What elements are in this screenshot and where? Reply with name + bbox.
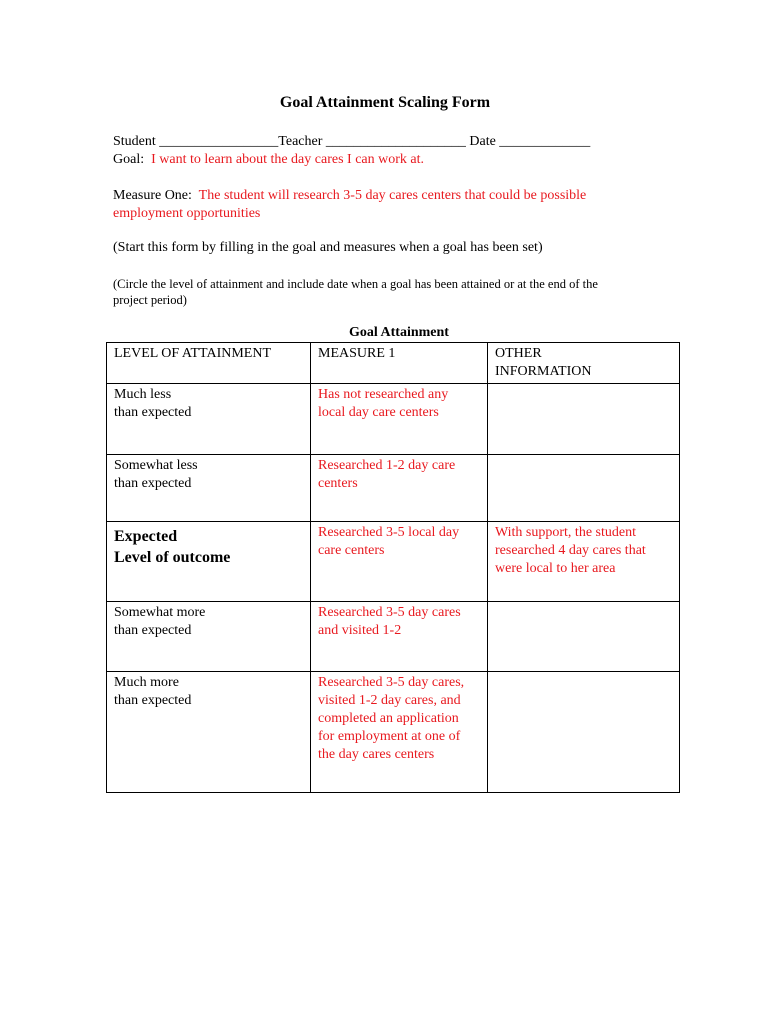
level-cell: Somewhat less than expected — [107, 455, 311, 522]
table-header-row — [107, 343, 680, 384]
table-row — [107, 455, 680, 522]
form-title: Goal Attainment Scaling Form — [279, 94, 491, 111]
level-cell: Much less than expected — [107, 384, 311, 455]
student-teacher-date-line: Student _________________Teacher ____________________ Date _____________ — [113, 134, 591, 149]
header-other-information: OTHER INFORMATION — [488, 343, 680, 384]
other-info-cell — [488, 384, 680, 455]
header-level-of-attainment: LEVEL OF ATTAINMENT — [107, 343, 311, 384]
goal-line — [113, 151, 424, 169]
instruction-circle: (Circle the level of attainment and include date when a goal has been attained or at the end of the — [113, 277, 598, 291]
other-info-cell — [488, 602, 680, 672]
instruction-circle-continued: project period) — [113, 293, 187, 307]
instruction-start: (Start this form by filling in the goal and measures when a goal has been set) — [113, 240, 543, 255]
measure-cell: Researched 3-5 day cares, visited 1-2 day cares, and completed an application for employment at one of the day cares centers — [311, 672, 488, 793]
table-row — [107, 384, 680, 455]
measure-cell: Researched 1-2 day care centers — [311, 455, 488, 522]
header-measure-1: MEASURE 1 — [311, 343, 488, 384]
goal-attainment-heading: Goal Attainment — [349, 325, 449, 340]
table-row — [107, 522, 680, 602]
measure-cell: Has not researched any local day care centers — [311, 384, 488, 455]
measure-cell: Researched 3-5 local day care centers — [311, 522, 488, 602]
table-row — [107, 602, 680, 672]
goal-label: Goal: — [113, 152, 145, 167]
other-info-cell — [488, 672, 680, 793]
goal-text: I want to learn about the day cares I can work at. — [151, 152, 424, 167]
table-row — [107, 672, 680, 793]
level-cell: Much more than expected — [107, 672, 311, 793]
other-info-cell: With support, the student researched 4 day cares that were local to her area — [488, 522, 680, 602]
measure-label: Measure One: — [113, 188, 192, 203]
measure-cell: Researched 3-5 day cares and visited 1-2 — [311, 602, 488, 672]
level-cell-expected — [107, 522, 311, 602]
attainment-table — [106, 342, 680, 793]
measure-text: The student will research 3-5 day cares centers that could be possible — [198, 188, 587, 203]
measure-line — [113, 187, 586, 205]
level-cell: Somewhat more than expected — [107, 602, 311, 672]
other-info-cell — [488, 455, 680, 522]
expected-level-label: Expected Level of outcome — [114, 528, 231, 566]
measure-text-continued: employment opportunities — [113, 206, 261, 221]
